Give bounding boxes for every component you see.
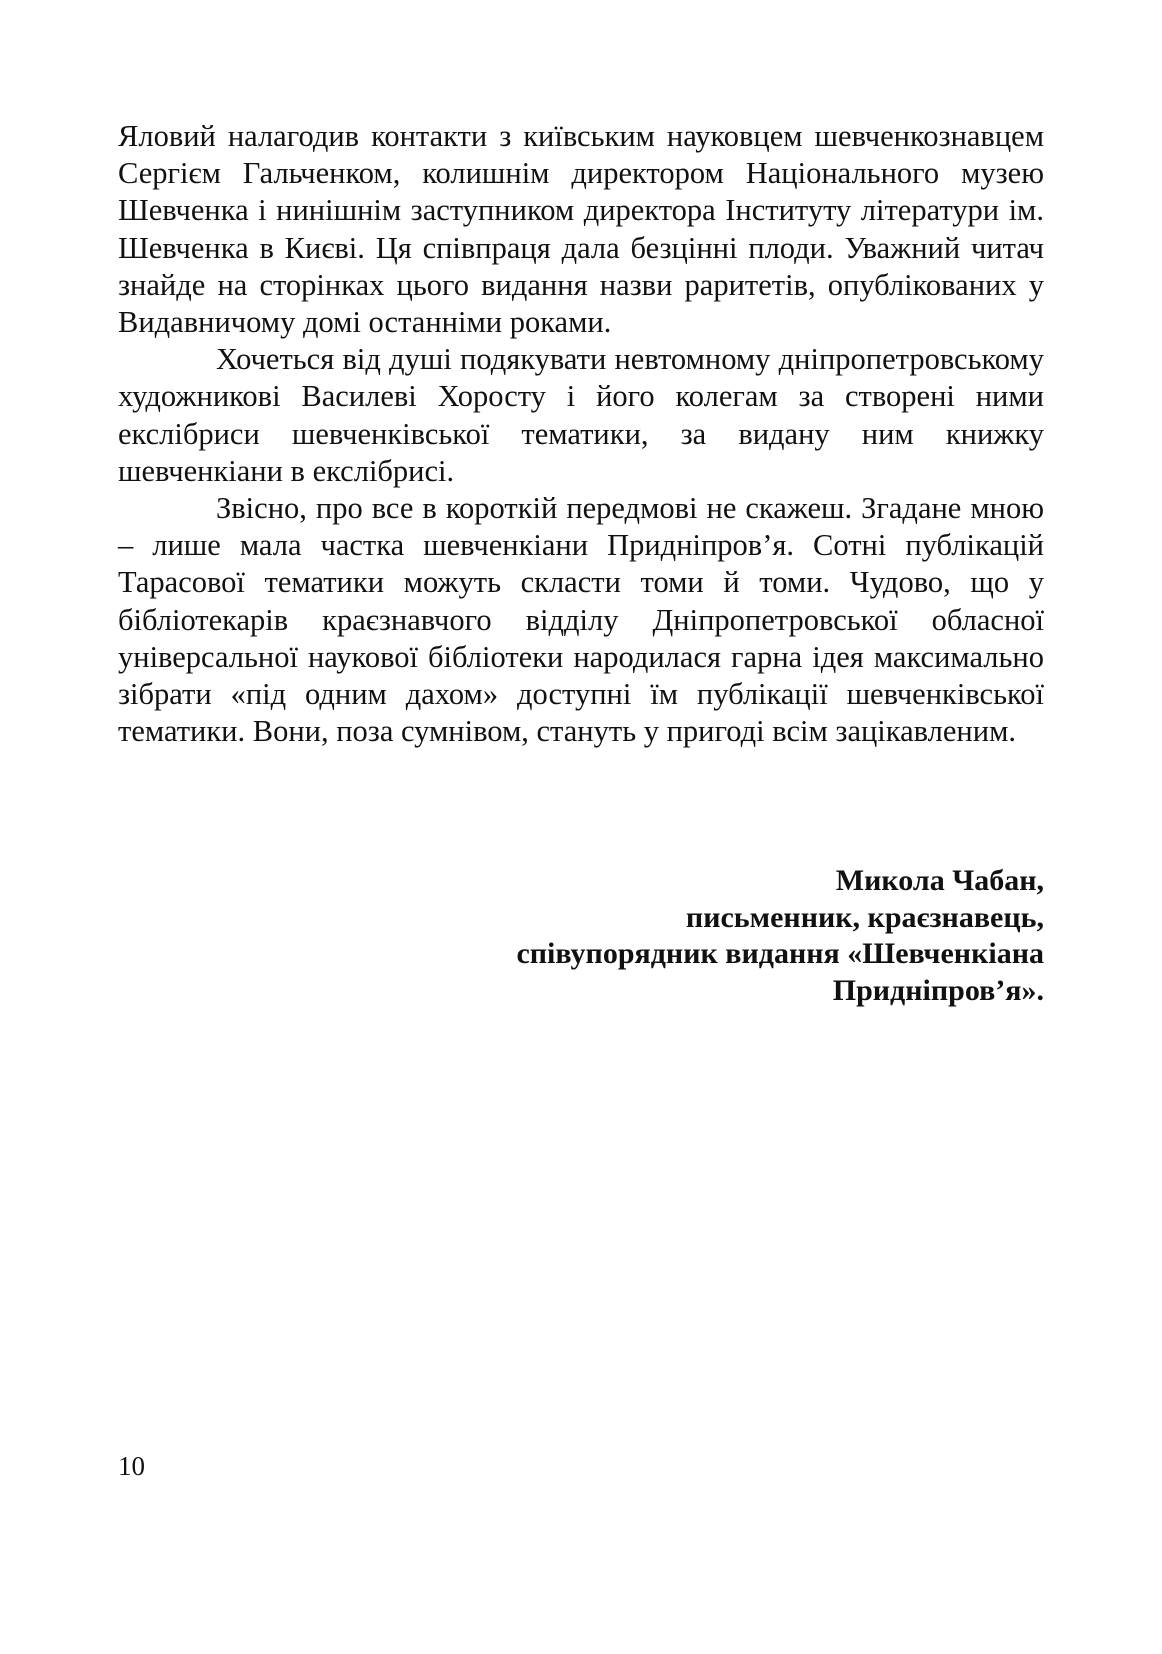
paragraph-2: Хочеться від душі подякувати невтомному дніпропетровському художникові Василеві Хоросту і його колегам за створені ними екслібриси шевченківської тематики, за видану ним книжку шевченкіани в екслібрисі. xyxy=(118,342,1044,488)
signature-block xyxy=(118,863,1044,1009)
paragraph-3: Звісно, про все в короткій передмові не скажеш. Згадане мною – лише мала частка шевченкіани Придніпров’я. Сотні публікацій Тарасової тематики можуть скласти томи й томи. Чудово, що у бібліотекарів краєзнавчого відділу Дніпропетровської обласної універсальної наукової бібліотеки народилася гарна ідея максимально зібрати «під одним дахом» доступні їм публікації шевченківської тематики. Вони, поза сумнівом, стануть у пригоді всім зацікавленим. xyxy=(118,491,1044,749)
signature-author-name: Микола Чабан, xyxy=(835,864,1044,897)
paragraph-1: Яловий налагодив контакти з київським науковцем шевченкознавцем Сергієм Гальченком, колишнім директором Національного музею Шевченка і нинішнім заступником директора Інституту літератури ім. Шевченка в Києві. Ця співпраця дала безцінні плоди. Уважний читач знайде на сторінках цього видання назви раритетів, опублікованих у Видавничому домі останніми роками. xyxy=(118,119,1044,340)
body-text xyxy=(118,118,1044,750)
signature-author-role: письменник, краєзнавець, xyxy=(685,900,1044,934)
signature-edition-title: Придніпров’я». xyxy=(832,973,1044,1007)
page-number: 10 xyxy=(118,1451,145,1481)
signature-author-credit: співупорядник видання «Шевченкіана xyxy=(516,937,1044,971)
